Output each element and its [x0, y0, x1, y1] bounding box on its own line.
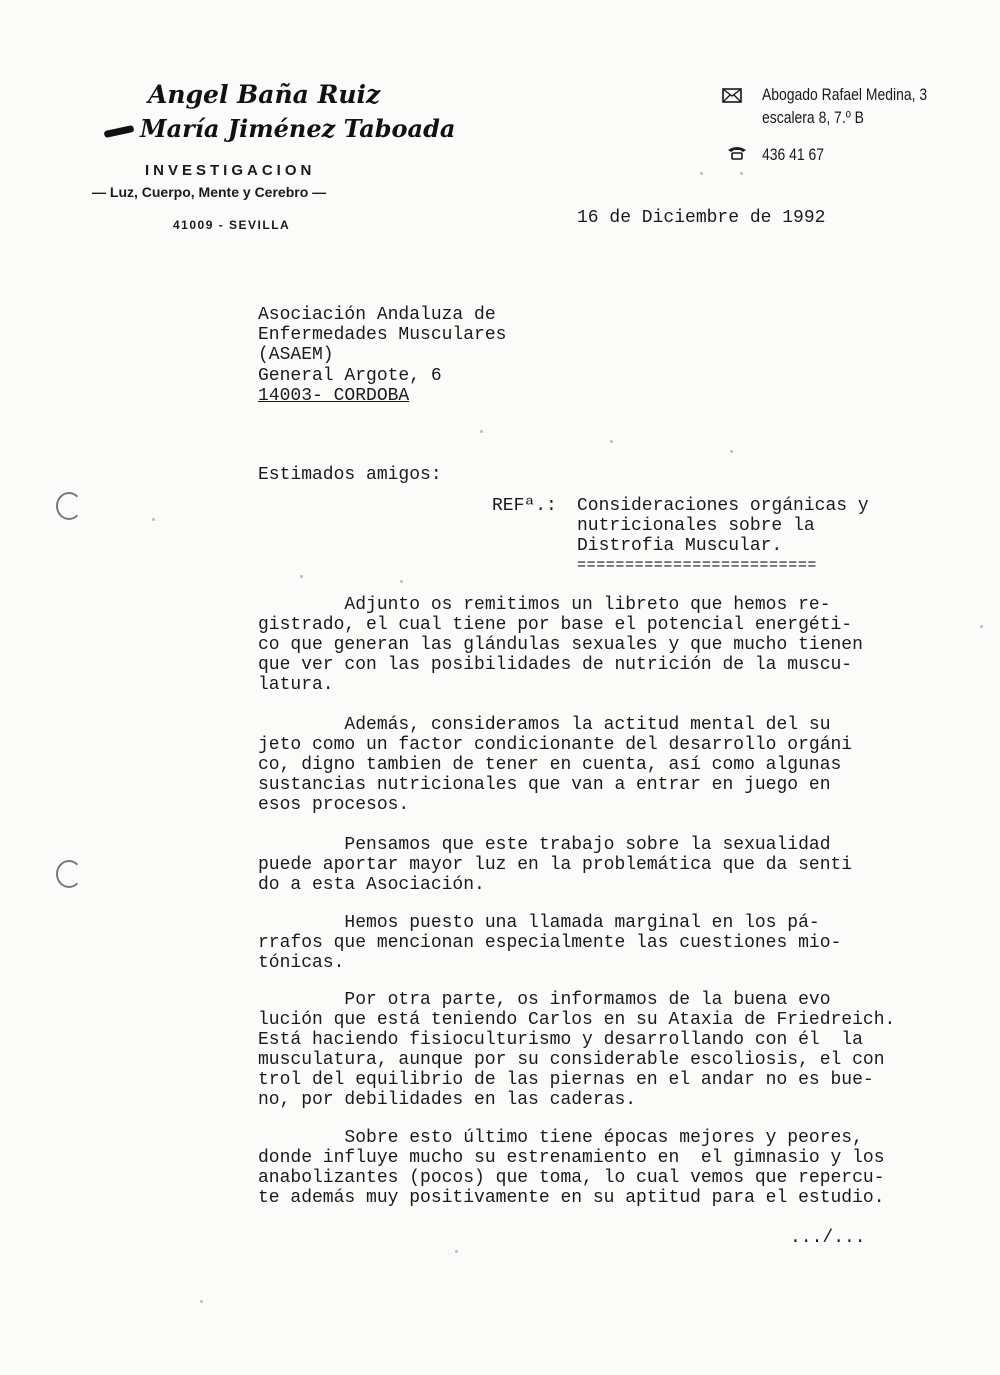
- scan-speck: [610, 440, 613, 443]
- body-paragraph-1: [258, 595, 958, 695]
- punch-hole: [56, 492, 82, 520]
- paragraph-line: Sobre esto último tiene épocas mejores y peores,: [258, 1128, 863, 1148]
- scan-speck: [200, 1300, 203, 1303]
- ref-line: Consideraciones orgánicas y: [577, 496, 869, 516]
- paragraph-line: lución que está teniendo Carlos en su Ataxia de Friedreich.: [258, 1010, 896, 1030]
- paragraph-line: Está haciendo fisioculturismo y desarrollando con él la: [258, 1030, 863, 1050]
- recipient-line: Enfermedades Musculares: [258, 325, 507, 345]
- ref-underline-rule: =========================: [577, 557, 818, 574]
- recipient-line-underlined: 14003- CORDOBA: [258, 386, 410, 406]
- letterhead-city: 41009 - SEVILLA: [173, 218, 291, 232]
- scan-speck: [980, 625, 983, 628]
- address-line-1: Abogado Rafael Medina, 3: [762, 85, 928, 104]
- letter-date: 16 de Diciembre de 1992: [577, 208, 826, 228]
- letterhead-title: INVESTIGACION: [145, 162, 316, 179]
- paragraph-line: trol del equilibrio de las piernas en el andar no es bue-: [258, 1070, 874, 1090]
- telephone-icon: [727, 146, 747, 165]
- paragraph-line: do a esta Asociación.: [258, 875, 485, 895]
- letterhead-name-1: Angel Baña Ruiz: [148, 80, 381, 109]
- punch-hole: [56, 860, 82, 888]
- paragraph-line: co, digno tambien de tener en cuenta, así como algunas: [258, 755, 842, 775]
- paragraph-line: co que generan las glándulas sexuales y que mucho tienen: [258, 635, 863, 655]
- paragraph-line: anabolizantes (pocos) que toma, lo cual vemos que repercu-: [258, 1168, 885, 1188]
- paragraph-line: Además, consideramos la actitud mental del su: [258, 715, 831, 735]
- paragraph-line: latura.: [258, 675, 334, 695]
- body-paragraph-4: [258, 913, 958, 973]
- pen-mark: [104, 125, 135, 138]
- paragraph-line: puede aportar mayor luz en la problemática que da senti: [258, 855, 853, 875]
- paragraph-line: rrafos que mencionan especialmente las cuestiones mio-: [258, 933, 842, 953]
- letterhead-subtitle: — Luz, Cuerpo, Mente y Cerebro —: [92, 184, 327, 200]
- paragraph-line: musculatura, aunque por su considerable escoliosis, el con: [258, 1050, 885, 1070]
- greeting: Estimados amigos:: [258, 465, 442, 485]
- paragraph-line: Por otra parte, os informamos de la buena evo: [258, 990, 831, 1010]
- scan-speck: [300, 575, 303, 578]
- recipient-line: General Argote, 6: [258, 366, 442, 386]
- phone-number: 436 41 67: [762, 145, 825, 164]
- scan-speck: [455, 1250, 458, 1253]
- address-line-2: escalera 8, 7.º B: [762, 108, 864, 127]
- paragraph-line: te además muy positivamente en su aptitud para el estudio.: [258, 1188, 885, 1208]
- paragraph-line: Adjunto os remitimos un libreto que hemos re-: [258, 595, 831, 615]
- body-paragraph-6: [258, 1128, 958, 1208]
- paragraph-line: tónicas.: [258, 953, 345, 973]
- ref-line: nutricionales sobre la: [577, 516, 815, 536]
- recipient-line: Asociación Andaluza de: [258, 305, 496, 325]
- paragraph-line: donde influye mucho su estrenamiento en el gimnasio y los: [258, 1148, 885, 1168]
- scan-speck: [400, 580, 403, 583]
- letterhead-name-2: María Jiménez Taboada: [140, 114, 456, 143]
- ref-line: Distrofia Muscular.: [577, 536, 783, 556]
- paragraph-line: esos procesos.: [258, 795, 410, 815]
- scan-speck: [740, 172, 743, 175]
- paragraph-line: sustancias nutricionales que van a entrar en juego en: [258, 775, 831, 795]
- continuation-mark: .../...: [790, 1228, 866, 1248]
- paragraph-line: que ver con las posibilidades de nutrición de la muscu-: [258, 655, 853, 675]
- body-paragraph-5: [258, 990, 958, 1110]
- paragraph-line: Hemos puesto una llamada marginal en los pá-: [258, 913, 820, 933]
- body-paragraph-3: [258, 835, 958, 895]
- paragraph-line: Pensamos que este trabajo sobre la sexualidad: [258, 835, 831, 855]
- ref-label: REFª.:: [492, 496, 557, 516]
- scan-speck: [480, 430, 483, 433]
- paragraph-line: jeto como un factor condicionante del desarrollo orgáni: [258, 735, 853, 755]
- envelope-icon: [722, 88, 742, 108]
- paragraph-line: gistrado, el cual tiene por base el potencial energéti-: [258, 615, 853, 635]
- scan-speck: [730, 450, 733, 453]
- scan-speck: [700, 172, 703, 175]
- recipient-line: (ASAEM): [258, 345, 334, 365]
- body-paragraph-2: [258, 715, 958, 815]
- scan-speck: [152, 518, 155, 521]
- paragraph-line: no, por debilidades en las caderas.: [258, 1090, 637, 1110]
